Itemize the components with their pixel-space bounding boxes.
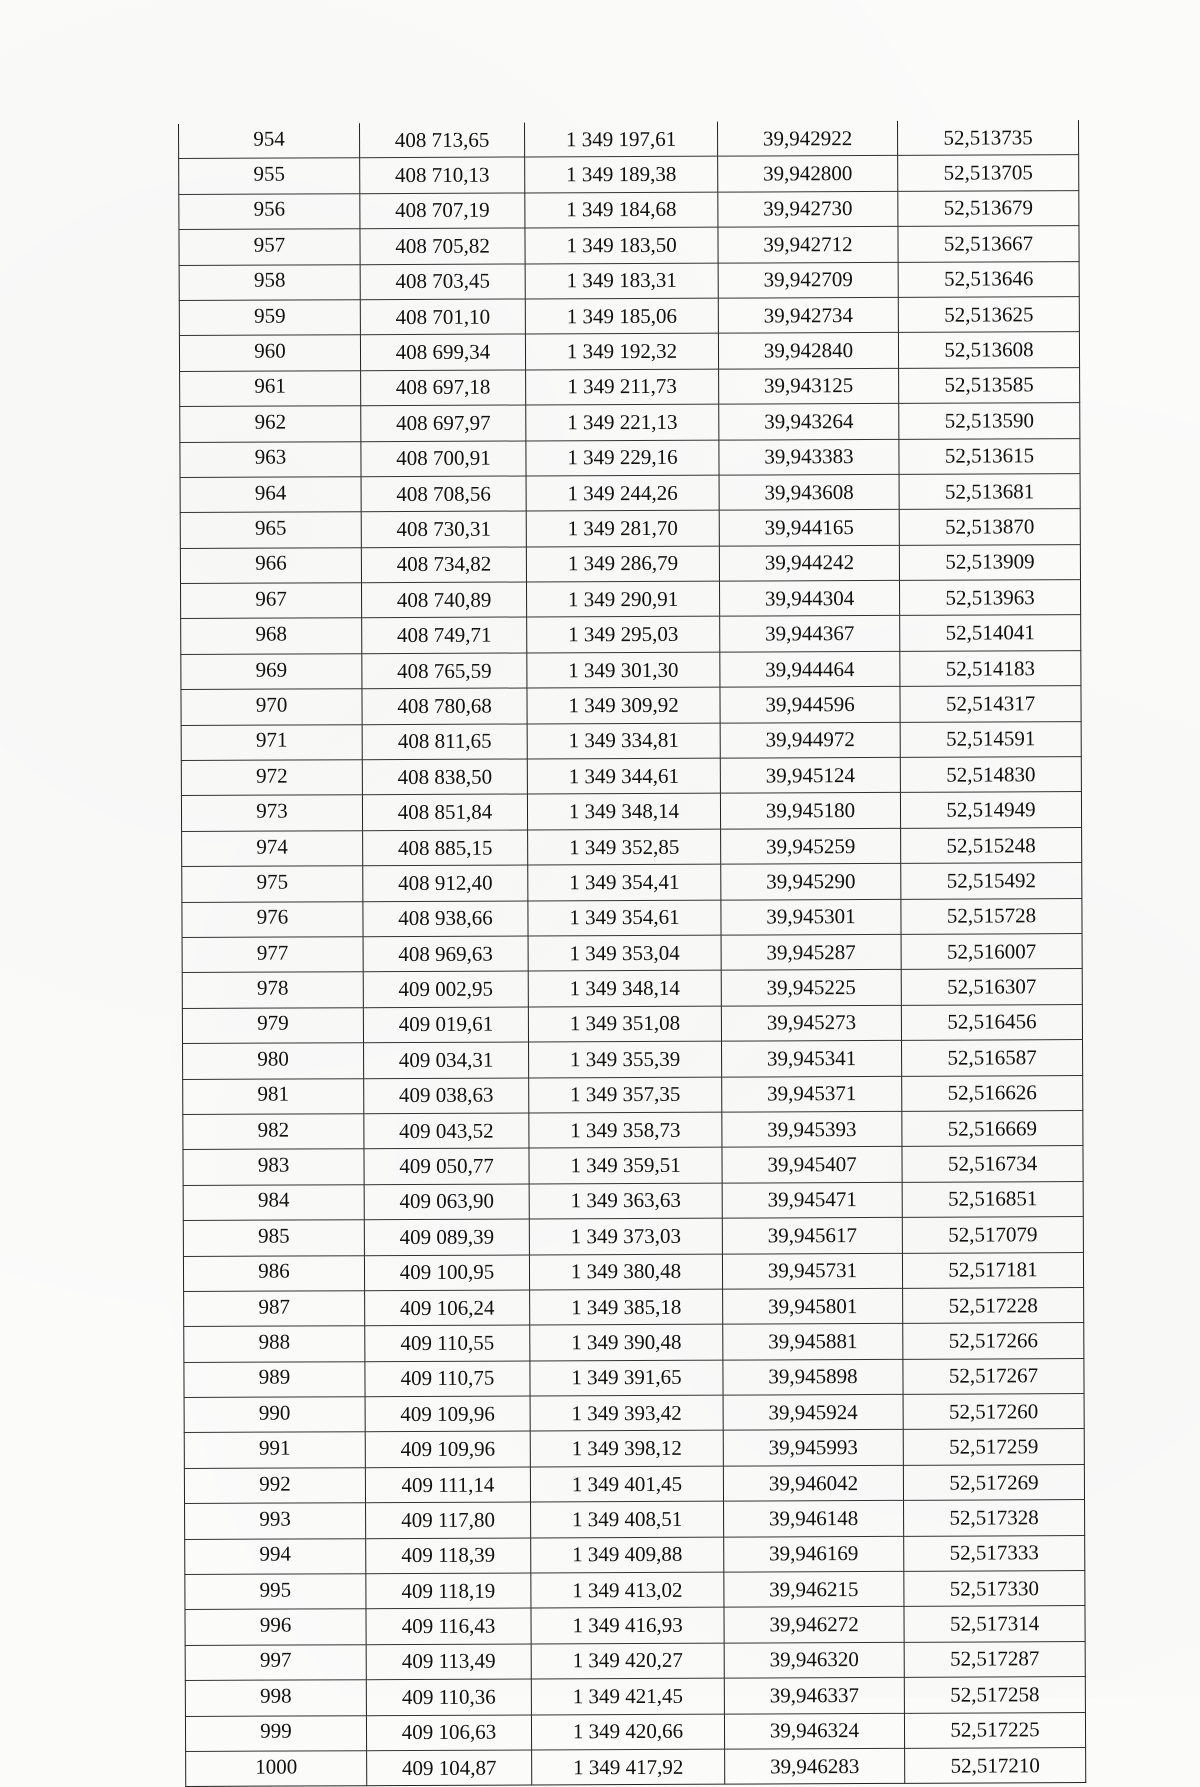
cell-longitude: 39,946320	[724, 1642, 904, 1678]
cell-point-number: 968	[181, 618, 362, 654]
cell-latitude: 52,517079	[902, 1217, 1083, 1253]
cell-latitude: 52,517287	[904, 1641, 1085, 1677]
cell-x-coordinate: 409 111,14	[365, 1467, 530, 1503]
cell-longitude: 39,945407	[722, 1147, 902, 1183]
cell-longitude: 39,946272	[724, 1607, 904, 1643]
cell-y-coordinate: 1 349 281,70	[526, 510, 719, 546]
cell-longitude: 39,944464	[720, 651, 900, 687]
cell-point-number: 988	[184, 1326, 365, 1362]
table-row	[182, 934, 1082, 973]
cell-y-coordinate: 1 349 354,41	[528, 864, 721, 900]
table-row	[180, 509, 1080, 548]
cell-longitude: 39,943125	[719, 368, 899, 404]
cell-point-number: 973	[181, 795, 362, 831]
coordinates-table	[178, 120, 1086, 1787]
cell-x-coordinate: 408 708,56	[361, 476, 526, 512]
cell-y-coordinate: 1 349 183,31	[525, 263, 718, 299]
cell-x-coordinate: 408 713,65	[359, 122, 524, 158]
cell-x-coordinate: 408 885,15	[363, 830, 528, 866]
cell-point-number: 979	[182, 1007, 363, 1043]
cell-latitude: 52,515492	[901, 863, 1082, 899]
cell-longitude: 39,944367	[720, 616, 900, 652]
cell-latitude: 52,513590	[899, 403, 1080, 439]
cell-longitude: 39,945259	[721, 828, 901, 864]
table-row	[184, 1287, 1084, 1326]
cell-x-coordinate: 408 780,68	[362, 688, 527, 724]
cell-x-coordinate: 408 701,10	[360, 299, 525, 335]
cell-point-number: 959	[179, 300, 360, 336]
cell-x-coordinate: 409 050,77	[364, 1148, 529, 1184]
cell-latitude: 52,513608	[898, 332, 1079, 368]
cell-y-coordinate: 1 349 380,48	[529, 1254, 722, 1290]
cell-y-coordinate: 1 349 309,92	[527, 687, 720, 723]
cell-y-coordinate: 1 349 221,13	[526, 404, 719, 440]
cell-point-number: 961	[180, 370, 361, 406]
cell-point-number: 980	[183, 1043, 364, 1079]
cell-point-number: 965	[180, 512, 361, 548]
cell-y-coordinate: 1 349 229,16	[526, 440, 719, 476]
table-row	[180, 367, 1080, 406]
table-row	[186, 1748, 1086, 1787]
cell-point-number: 986	[183, 1255, 364, 1291]
cell-point-number: 969	[181, 654, 362, 690]
cell-latitude: 52,513681	[899, 473, 1080, 509]
cell-longitude: 39,945290	[721, 864, 901, 900]
cell-latitude: 52,517328	[904, 1500, 1085, 1536]
cell-latitude: 52,514949	[900, 792, 1081, 828]
table-row	[183, 1075, 1083, 1114]
cell-point-number: 958	[179, 264, 360, 300]
cell-longitude: 39,945731	[722, 1253, 902, 1289]
table-row	[181, 650, 1081, 689]
cell-y-coordinate: 1 349 357,35	[529, 1077, 722, 1113]
cell-longitude: 39,943264	[719, 403, 899, 439]
cell-point-number: 957	[179, 229, 360, 265]
table-row	[182, 827, 1082, 866]
cell-point-number: 962	[180, 406, 361, 442]
cell-point-number: 966	[180, 547, 361, 583]
cell-y-coordinate: 1 349 401,45	[530, 1466, 723, 1502]
cell-longitude: 39,946283	[725, 1748, 905, 1784]
cell-point-number: 998	[185, 1680, 366, 1716]
cell-point-number: 996	[185, 1609, 366, 1645]
cell-longitude: 39,942709	[718, 262, 898, 298]
cell-point-number: 1000	[186, 1751, 367, 1787]
cell-longitude: 39,945301	[721, 899, 901, 935]
cell-x-coordinate: 408 765,59	[362, 653, 527, 689]
cell-y-coordinate: 1 349 184,68	[525, 192, 718, 228]
cell-x-coordinate: 408 734,82	[361, 547, 526, 583]
table-row	[179, 332, 1079, 371]
cell-latitude: 52,517181	[902, 1252, 1083, 1288]
cell-latitude: 52,513625	[898, 297, 1079, 333]
cell-latitude: 52,517330	[904, 1571, 1085, 1607]
cell-x-coordinate: 409 106,63	[366, 1715, 531, 1751]
cell-x-coordinate: 408 838,50	[362, 759, 527, 795]
cell-latitude: 52,516007	[901, 934, 1082, 970]
cell-y-coordinate: 1 349 354,61	[528, 900, 721, 936]
cell-longitude: 39,942922	[717, 121, 897, 157]
cell-longitude: 39,944304	[720, 580, 900, 616]
cell-latitude: 52,516456	[901, 1004, 1082, 1040]
cell-y-coordinate: 1 349 393,42	[530, 1395, 723, 1431]
cell-y-coordinate: 1 349 413,02	[531, 1572, 724, 1608]
cell-y-coordinate: 1 349 334,81	[527, 723, 720, 759]
cell-x-coordinate: 409 109,96	[365, 1431, 530, 1467]
cell-x-coordinate: 409 002,95	[363, 971, 528, 1007]
cell-latitude: 52,513963	[899, 580, 1080, 616]
cell-x-coordinate: 409 034,31	[364, 1042, 529, 1078]
cell-point-number: 975	[182, 866, 363, 902]
cell-latitude: 52,516669	[902, 1110, 1083, 1146]
cell-point-number: 967	[181, 583, 362, 619]
cell-longitude: 39,945341	[722, 1041, 902, 1077]
cell-point-number: 963	[180, 441, 361, 477]
cell-point-number: 984	[183, 1184, 364, 1220]
cell-longitude: 39,945898	[723, 1359, 903, 1395]
cell-y-coordinate: 1 349 344,61	[527, 758, 720, 794]
cell-x-coordinate: 409 063,90	[364, 1184, 529, 1220]
cell-x-coordinate: 409 038,63	[364, 1078, 529, 1114]
cell-point-number: 992	[184, 1468, 365, 1504]
cell-latitude: 52,516851	[902, 1181, 1083, 1217]
cell-y-coordinate: 1 349 391,65	[530, 1360, 723, 1396]
table-row	[181, 686, 1081, 725]
cell-y-coordinate: 1 349 348,14	[527, 794, 720, 830]
cell-x-coordinate: 408 707,19	[360, 193, 525, 229]
cell-longitude: 39,945393	[722, 1111, 902, 1147]
cell-y-coordinate: 1 349 385,18	[530, 1289, 723, 1325]
cell-x-coordinate: 408 730,31	[361, 511, 526, 547]
cell-latitude: 52,513615	[899, 438, 1080, 474]
cell-x-coordinate: 409 104,87	[367, 1750, 532, 1786]
cell-latitude: 52,513646	[898, 261, 1079, 297]
cell-point-number: 960	[179, 335, 360, 371]
cell-point-number: 983	[183, 1149, 364, 1185]
table-row	[182, 969, 1082, 1008]
cell-y-coordinate: 1 349 189,38	[525, 157, 718, 193]
table-row	[183, 1217, 1083, 1256]
cell-y-coordinate: 1 349 398,12	[530, 1431, 723, 1467]
cell-x-coordinate: 408 740,89	[362, 582, 527, 618]
cell-y-coordinate: 1 349 355,39	[529, 1041, 722, 1077]
cell-longitude: 39,945180	[720, 793, 900, 829]
cell-point-number: 974	[182, 831, 363, 867]
cell-point-number: 994	[185, 1538, 366, 1574]
cell-y-coordinate: 1 349 348,14	[528, 971, 721, 1007]
cell-point-number: 990	[184, 1397, 365, 1433]
cell-longitude: 39,944242	[719, 545, 899, 581]
table-row	[181, 580, 1081, 619]
table-row	[182, 863, 1082, 902]
cell-longitude: 39,945273	[721, 1005, 901, 1041]
cell-latitude: 52,516734	[902, 1146, 1083, 1182]
cell-latitude: 52,516626	[902, 1075, 1083, 1111]
table-row	[181, 757, 1081, 796]
table-row	[179, 297, 1079, 336]
table-row	[185, 1712, 1085, 1751]
cell-y-coordinate: 1 349 290,91	[527, 581, 720, 617]
cell-latitude: 52,514317	[900, 686, 1081, 722]
cell-point-number: 987	[184, 1291, 365, 1327]
cell-y-coordinate: 1 349 409,88	[531, 1537, 724, 1573]
cell-x-coordinate: 408 703,45	[360, 264, 525, 300]
cell-latitude: 52,517210	[905, 1748, 1086, 1784]
table-row	[181, 615, 1081, 654]
cell-y-coordinate: 1 349 197,61	[524, 122, 717, 158]
cell-x-coordinate: 409 118,19	[366, 1573, 531, 1609]
cell-y-coordinate: 1 349 211,73	[526, 369, 719, 405]
cell-x-coordinate: 408 749,71	[362, 617, 527, 653]
cell-y-coordinate: 1 349 390,48	[530, 1324, 723, 1360]
cell-latitude: 52,513735	[897, 120, 1078, 156]
table-row	[184, 1323, 1084, 1362]
cell-latitude: 52,517260	[903, 1394, 1084, 1430]
table-row	[183, 1181, 1083, 1220]
cell-x-coordinate: 409 043,52	[364, 1113, 529, 1149]
cell-x-coordinate: 408 699,34	[360, 334, 525, 370]
cell-latitude: 52,517258	[904, 1677, 1085, 1713]
cell-x-coordinate: 409 106,24	[365, 1290, 530, 1326]
table-row	[185, 1535, 1085, 1574]
cell-x-coordinate: 408 697,18	[361, 370, 526, 406]
cell-longitude: 39,945471	[722, 1182, 902, 1218]
cell-x-coordinate: 409 117,80	[366, 1502, 531, 1538]
table-row	[185, 1641, 1085, 1680]
table-row	[183, 1110, 1083, 1149]
table-row	[179, 190, 1079, 229]
table-row	[183, 1040, 1083, 1079]
cell-y-coordinate: 1 349 353,04	[528, 935, 721, 971]
cell-x-coordinate: 409 019,61	[363, 1007, 528, 1043]
table-row	[184, 1358, 1084, 1397]
cell-x-coordinate: 408 938,66	[363, 901, 528, 937]
cell-longitude: 39,946042	[723, 1465, 903, 1501]
cell-latitude: 52,517314	[904, 1606, 1085, 1642]
cell-y-coordinate: 1 349 286,79	[526, 546, 719, 582]
cell-longitude: 39,946324	[724, 1713, 904, 1749]
table-row	[180, 544, 1080, 583]
cell-latitude: 52,513870	[899, 509, 1080, 545]
cell-y-coordinate: 1 349 363,63	[529, 1183, 722, 1219]
cell-point-number: 991	[184, 1432, 365, 1468]
cell-latitude: 52,515248	[901, 827, 1082, 863]
cell-point-number: 971	[181, 724, 362, 760]
cell-y-coordinate: 1 349 301,30	[527, 652, 720, 688]
cell-latitude: 52,517225	[904, 1712, 1085, 1748]
cell-x-coordinate: 408 705,82	[360, 228, 525, 264]
cell-x-coordinate: 409 089,39	[364, 1219, 529, 1255]
table-row	[185, 1500, 1085, 1539]
cell-y-coordinate: 1 349 373,03	[529, 1218, 722, 1254]
cell-longitude: 39,946169	[724, 1536, 904, 1572]
table-row	[179, 226, 1079, 265]
cell-longitude: 39,946215	[724, 1571, 904, 1607]
cell-longitude: 39,943383	[719, 439, 899, 475]
cell-longitude: 39,946148	[724, 1501, 904, 1537]
table-row	[183, 1252, 1083, 1291]
cell-latitude: 52,517228	[903, 1287, 1084, 1323]
cell-latitude: 52,517266	[903, 1323, 1084, 1359]
cell-y-coordinate: 1 349 359,51	[529, 1147, 722, 1183]
cell-y-coordinate: 1 349 183,50	[525, 227, 718, 263]
cell-point-number: 997	[185, 1644, 366, 1680]
cell-x-coordinate: 409 110,36	[366, 1679, 531, 1715]
cell-latitude: 52,513679	[898, 190, 1079, 226]
cell-x-coordinate: 408 969,63	[363, 936, 528, 972]
table-row	[179, 120, 1079, 159]
cell-latitude: 52,513705	[898, 155, 1079, 191]
table-row	[183, 1146, 1083, 1185]
coordinates-table-body	[179, 120, 1086, 1787]
table-row	[179, 261, 1079, 300]
table-row	[180, 403, 1080, 442]
cell-longitude: 39,945124	[720, 757, 900, 793]
cell-longitude: 39,943608	[719, 474, 899, 510]
cell-longitude: 39,945801	[723, 1288, 903, 1324]
cell-point-number: 976	[182, 901, 363, 937]
table-row	[185, 1606, 1085, 1645]
table-row	[185, 1571, 1085, 1610]
cell-y-coordinate: 1 349 185,06	[525, 298, 718, 334]
table-row	[179, 155, 1079, 194]
table-row	[182, 898, 1082, 937]
cell-point-number: 972	[181, 760, 362, 796]
cell-longitude: 39,942712	[718, 227, 898, 263]
cell-x-coordinate: 408 811,65	[362, 724, 527, 760]
cell-y-coordinate: 1 349 420,27	[531, 1643, 724, 1679]
cell-longitude: 39,945881	[723, 1324, 903, 1360]
cell-x-coordinate: 409 110,75	[365, 1361, 530, 1397]
cell-y-coordinate: 1 349 192,32	[525, 333, 718, 369]
cell-point-number: 985	[183, 1220, 364, 1256]
cell-y-coordinate: 1 349 421,45	[531, 1678, 724, 1714]
cell-longitude: 39,945287	[721, 934, 901, 970]
cell-x-coordinate: 408 697,97	[361, 405, 526, 441]
cell-y-coordinate: 1 349 351,08	[528, 1006, 721, 1042]
table-row	[184, 1429, 1084, 1468]
cell-longitude: 39,946337	[724, 1678, 904, 1714]
cell-point-number: 978	[182, 972, 363, 1008]
table-row	[182, 1004, 1082, 1043]
cell-point-number: 955	[179, 158, 360, 194]
cell-point-number: 981	[183, 1078, 364, 1114]
cell-x-coordinate: 409 116,43	[366, 1608, 531, 1644]
table-row	[181, 792, 1081, 831]
cell-longitude: 39,944596	[720, 687, 900, 723]
cell-latitude: 52,516307	[901, 969, 1082, 1005]
cell-latitude: 52,513667	[898, 226, 1079, 262]
cell-y-coordinate: 1 349 352,85	[528, 829, 721, 865]
cell-y-coordinate: 1 349 244,26	[526, 475, 719, 511]
cell-latitude: 52,517333	[904, 1535, 1085, 1571]
cell-latitude: 52,513585	[899, 367, 1080, 403]
cell-point-number: 956	[179, 193, 360, 229]
cell-x-coordinate: 408 700,91	[361, 441, 526, 477]
cell-y-coordinate: 1 349 408,51	[531, 1501, 724, 1537]
cell-x-coordinate: 409 113,49	[366, 1644, 531, 1680]
cell-latitude: 52,516587	[902, 1040, 1083, 1076]
cell-y-coordinate: 1 349 358,73	[529, 1112, 722, 1148]
cell-latitude: 52,514183	[900, 650, 1081, 686]
cell-point-number: 993	[185, 1503, 366, 1539]
cell-longitude: 39,942840	[718, 333, 898, 369]
cell-point-number: 977	[182, 937, 363, 973]
cell-longitude: 39,945371	[722, 1076, 902, 1112]
table-row	[180, 438, 1080, 477]
cell-x-coordinate: 409 110,55	[365, 1325, 530, 1361]
cell-y-coordinate: 1 349 420,66	[531, 1714, 724, 1750]
cell-latitude: 52,514041	[900, 615, 1081, 651]
cell-longitude: 39,944165	[719, 510, 899, 546]
cell-x-coordinate: 409 100,95	[364, 1254, 529, 1290]
cell-y-coordinate: 1 349 417,92	[532, 1749, 725, 1785]
cell-longitude: 39,945993	[723, 1430, 903, 1466]
cell-x-coordinate: 408 710,13	[360, 157, 525, 193]
cell-x-coordinate: 409 109,96	[365, 1396, 530, 1432]
table-row	[184, 1394, 1084, 1433]
cell-point-number: 995	[185, 1574, 366, 1610]
cell-x-coordinate: 408 851,84	[362, 794, 527, 830]
cell-point-number: 970	[181, 689, 362, 725]
cell-longitude: 39,945924	[723, 1394, 903, 1430]
cell-latitude: 52,513909	[899, 544, 1080, 580]
table-row	[181, 721, 1081, 760]
cell-latitude: 52,514830	[900, 757, 1081, 793]
cell-x-coordinate: 408 912,40	[363, 865, 528, 901]
cell-latitude: 52,515728	[901, 898, 1082, 934]
cell-longitude: 39,945225	[721, 970, 901, 1006]
table-row	[184, 1464, 1084, 1503]
table-row	[180, 473, 1080, 512]
cell-longitude: 39,942734	[718, 297, 898, 333]
cell-y-coordinate: 1 349 295,03	[527, 617, 720, 653]
cell-longitude: 39,942730	[718, 191, 898, 227]
cell-latitude: 52,517259	[903, 1429, 1084, 1465]
cell-longitude: 39,942800	[718, 156, 898, 192]
cell-point-number: 999	[185, 1715, 366, 1751]
cell-latitude: 52,514591	[900, 721, 1081, 757]
cell-latitude: 52,517267	[903, 1358, 1084, 1394]
cell-point-number: 989	[184, 1361, 365, 1397]
cell-longitude: 39,945617	[722, 1217, 902, 1253]
table-row	[185, 1677, 1085, 1716]
cell-x-coordinate: 409 118,39	[366, 1538, 531, 1574]
cell-point-number: 954	[179, 123, 360, 159]
cell-point-number: 982	[183, 1114, 364, 1150]
cell-latitude: 52,517269	[903, 1464, 1084, 1500]
cell-longitude: 39,944972	[720, 722, 900, 758]
cell-point-number: 964	[180, 477, 361, 513]
cell-y-coordinate: 1 349 416,93	[531, 1608, 724, 1644]
